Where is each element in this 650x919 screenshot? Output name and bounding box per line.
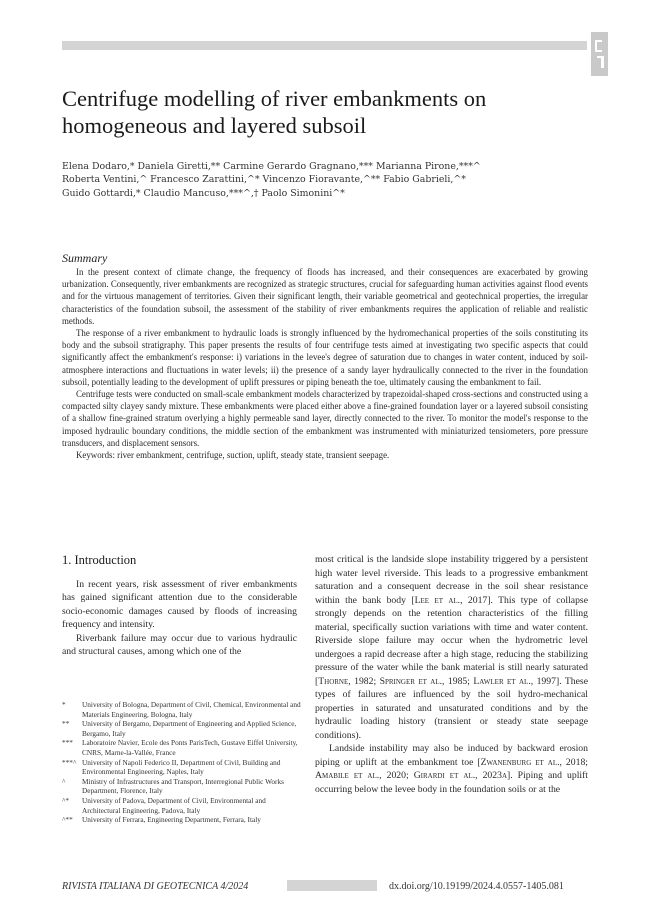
journal-logo-icon [591,32,608,76]
summary-paragraph: In the present context of climate change, the frequency of floods has increased, and their consequences are exacerbated by growing urbanization. Consequently, river embankments are recognized as strategic structures, crucial for safeguarding human activities against flood events and for the virtuous management of territories. Given their significant length, their variable geometrical and geotechnical properties, the irregular characteristics of the foundation subsoil, the assessment of the stability of river embankments requires the application of reliable and realistic methods. [62,267,588,326]
journal-name: RIVISTA ITALIANA DI GEOTECNICA 4/2024 [62,881,249,892]
summary-paragraph: Centrifuge tests were conducted on small-scale embankment models characterized by trapezoidal-shaped cross-sections and constructed using a compacted silty clayey sandy mixture. These embankments were placed either above a fine-grained foundation layer or a layered subsoil consisting of a shallow fine-grained stratum overlying a highly permeable sand layer, directly connected to the river. To monitor the model's response to the imposed hydraulic boundary conditions, the middle section of the embankment was instrumented with miniaturized tensiometers, pore pressure transducers, and displacement sensors. [62,389,588,448]
footnote: *** Laboratoire Navier, Ecole des Ponts ParisTech, Gustave Eiffel University, CNRS, Marne-la-Vallée, France [62,738,298,757]
citation: Zwanenburg et al., 2018; Amabile et al., 2020; Girardi et al., 2023a [315,756,588,781]
footnote: ***^ University of Napoli Federico II, Department of Civil, Building and Environmental Engineering, Naples, Italy [62,757,281,777]
author-line: Guido Gottardi,* Claudio Mancuso,***^,† Paolo Simonini^* [62,187,345,199]
footnote: * University of Bologna, Department of Civil, Chemical, Environmental and Materials Engineering, Bologna, Italy [62,700,301,719]
footnote: ^ Ministry of Infrastructures and Transport, Interregional Public Works Department, Florence, Italy [62,776,284,796]
footnote: ^** University of Ferrara, Engineering Department, Ferrara, Italy [62,815,261,825]
keywords: Keywords: river embankment, centrifuge, suction, uplift, steady state, transient seepage. [76,450,390,461]
summary-paragraph: The response of a river embankment to hydraulic loads is strongly influenced by the hydromechanical properties of the soils constituting its body and the subsoil stratigraphy. This paper presents the results of four centrifuge tests aimed at investigating two specific aspects that could significantly affect the embankment's response: i) variations in the levee's degree of saturation due to changes in water content, induced by soil-atmosphere interactions and fluctuations in water levels; ii) the presence of a sandy layer hydraulically connected to the river in the foundation subsoil, potentially leading to the development of uplift pressures or piping beneath the toe, ultimately causing the embankment to fail. [62,328,588,387]
section-heading: 1. Introduction [62,553,137,567]
header-bar [62,41,587,50]
intro-paragraph: In recent years, risk assessment of river embankments has gained significant attention due to the considerable socio-economic damages caused by floods of increasing frequency and intensity. [62,579,297,631]
author-list [62,160,602,200]
author-line: Roberta Ventini,^ Francesco Zarattini,^* Vincenzo Fioravante,^** Fabio Gabrieli,^* [62,174,466,186]
citation: Lee et al., 2017 [414,594,488,606]
body-paragraph: Landside instability may also be induced by backward erosion piping or uplift at the embankment toe [Zwanenburg et al., 2018; Amabile et al., 2020; Girardi et al., 2023a]. Piping and uplift occurring below the levee body in the foundation soils or at the [315,743,588,795]
doi-link[interactable]: dx.doi.org/10.19199/2024.4.0557-1405.081 [389,881,564,892]
footnote: ** University of Bergamo, Department of Engineering and Applied Science, Bergamo, Italy [62,719,297,738]
paper-title: Centrifuge modelling of river embankments on homogeneous and layered subsoil [62,86,487,138]
summary-heading: Summary [62,251,108,265]
right-column [315,553,588,796]
left-column [62,578,297,658]
footnote: ^* University of Padova, Department of Civil, Environmental and Architectural Engineering, Padova, Italy [62,795,266,815]
body-paragraph: most critical is the landside slope instability triggered by a persistent high water level riverside. This leads to a progressive embankment saturation and a consequent decrease in the soil shear resistance within the bank body [Lee et al., 2017]. This type of collapse strongly depends on the retention characteristics of the filling material, specifically suction variations with time and water content. Riverside slope failure may occur when the hydrometric level undergoes a rapid decrease after a high stage, reducing the stabilizing pressure of the water while the bank material is still nearly saturated [Thorne, 1982; Springer et al., 1985; Lawler et al., 1997]. These types of failures are influenced by the soil hydro-mechanical properties in saturated and unsaturated conditions and by the hydraulic loading history (transient or steady state seepage conditions). [315,554,588,741]
summary-body [62,266,588,461]
affiliation-footnotes [62,700,302,825]
author-line: Elena Dodaro,* Daniela Giretti,** Carmine Gerardo Gragnano,*** Marianna Pirone,***^ [62,161,481,172]
intro-paragraph: Riverbank failure may occur due to various hydraulic and structural causes, among which one of the [62,632,297,658]
citation: Thorne, 1982; Springer et al., 1985; Lawler et al., 1997 [318,675,556,687]
footer-bar [287,880,377,891]
